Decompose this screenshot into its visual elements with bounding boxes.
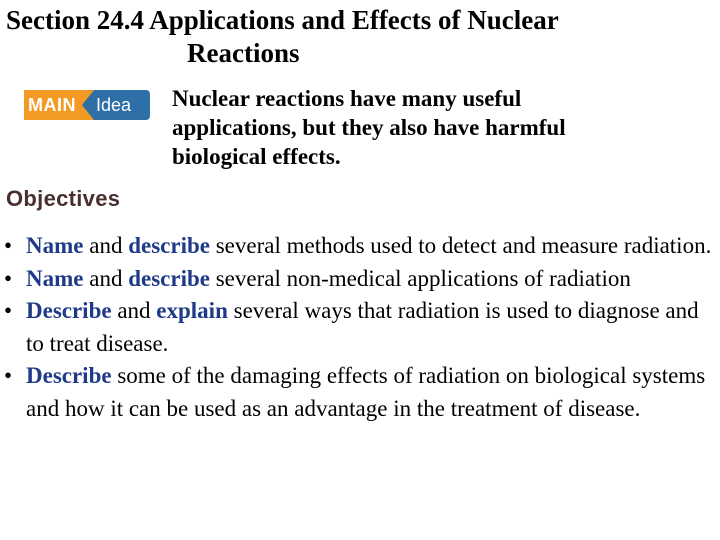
- bullet-icon: •: [4, 363, 13, 388]
- objective-item-4: [4, 360, 716, 425]
- objective-keyword: Describe: [26, 363, 112, 388]
- main-idea-badge: [24, 90, 150, 120]
- objective-connector: and: [111, 298, 157, 323]
- badge-main-label: MAIN: [24, 90, 80, 120]
- objective-keyword: Name: [26, 233, 84, 258]
- page-title: [6, 4, 706, 70]
- badge-idea-label: Idea: [94, 90, 150, 120]
- main-idea-text: [172, 84, 692, 171]
- objective-connector: and: [83, 265, 129, 291]
- objective-keyword: describe: [128, 265, 210, 291]
- main-idea-line-3: biological effects.: [172, 144, 341, 169]
- title-line-1: Section 24.4 Applications and Effects of Nuclear: [6, 5, 559, 35]
- objectives-heading: Objectives: [6, 186, 121, 211]
- objective-keyword: Name: [26, 265, 84, 291]
- objective-item-3: [4, 295, 716, 360]
- bullet-icon: •: [4, 233, 13, 258]
- objective-text: several methods used to detect and measure radiation.: [209, 233, 712, 258]
- main-idea-line-1: Nuclear reactions have many useful: [172, 86, 522, 111]
- objective-keyword: Describe: [26, 298, 112, 323]
- objective-text: several ways that radiation is used to diagnose and to treat disease.: [26, 298, 699, 356]
- title-line-2: Reactions: [187, 38, 300, 68]
- objective-text: some of the damaging effects of radiation on biological systems and how it can be used as an advantage in the treatment of disease.: [26, 363, 706, 421]
- objectives-list: [4, 230, 716, 425]
- objective-text: several non-medical applications of radiation: [209, 265, 631, 291]
- bullet-icon: •: [4, 298, 13, 323]
- chevron-left-icon: [80, 90, 94, 120]
- objective-item-1: [4, 230, 716, 263]
- objective-keyword: explain: [156, 298, 228, 323]
- main-idea-line-2: applications, but they also have harmful: [172, 115, 566, 140]
- objective-item-2: [4, 263, 716, 296]
- bullet-icon: •: [4, 265, 13, 291]
- objective-keyword: describe: [128, 233, 210, 258]
- objective-connector: and: [83, 233, 129, 258]
